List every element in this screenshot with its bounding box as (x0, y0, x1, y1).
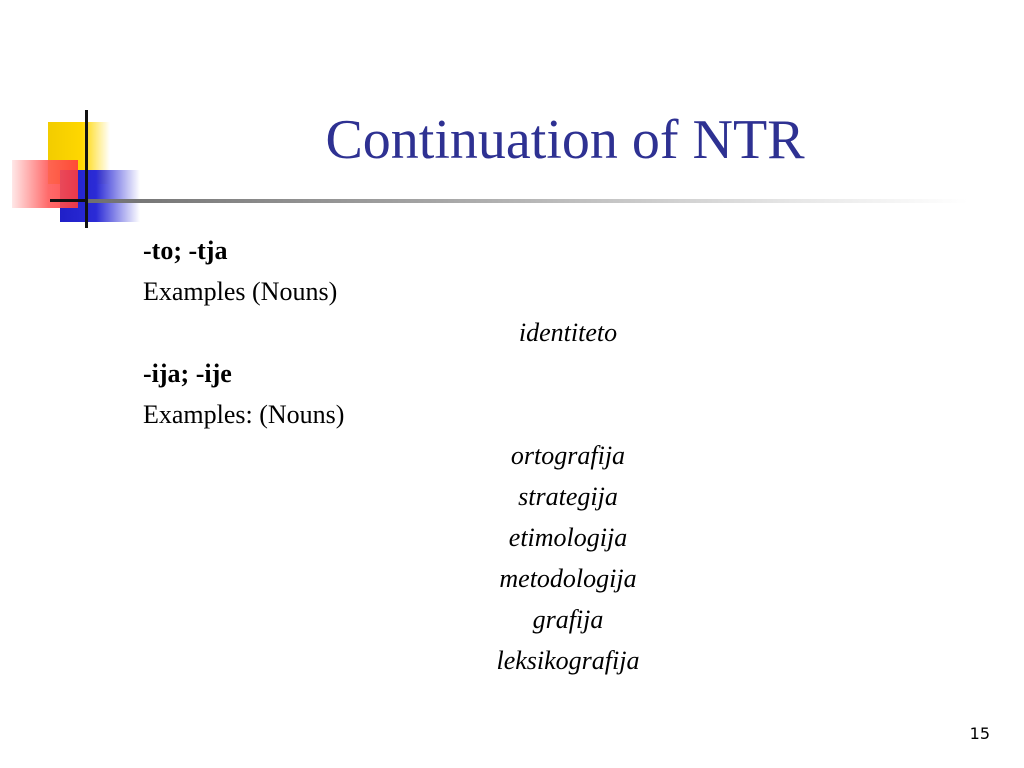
examples-label-1: Examples (Nouns) (143, 277, 338, 306)
examples-label-2: Examples: (Nouns) (143, 400, 345, 429)
example-word: grafija (532, 605, 604, 634)
example-word: etimologija (508, 523, 628, 552)
slide-body (143, 230, 993, 681)
suffix-heading-1: -to; -tja (143, 236, 228, 265)
title-underline (88, 199, 968, 203)
example-word: metodologija (499, 564, 637, 593)
example-word: ortografija (510, 441, 626, 470)
example-word: leksikografija (496, 646, 640, 675)
suffix-heading-2: -ija; -ije (143, 359, 232, 388)
example-word: strategija (518, 482, 618, 511)
example-word: identiteto (518, 318, 618, 347)
page-number: 15 (969, 724, 990, 743)
slide-title: Continuation of NTR (325, 109, 805, 171)
